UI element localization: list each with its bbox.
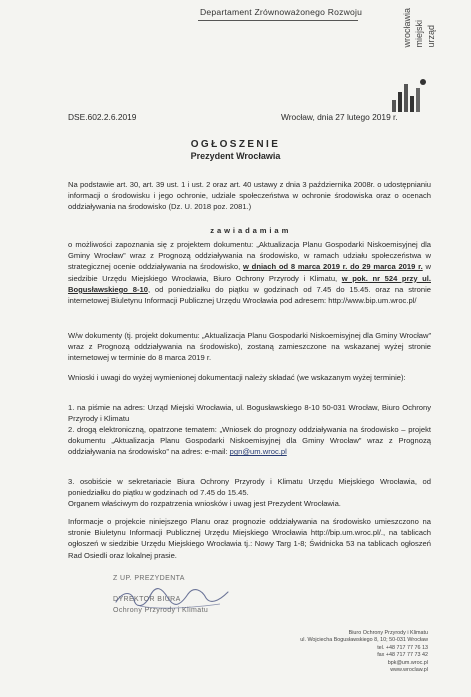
city-brand — [402, 8, 437, 48]
contact-address: ul. Wojciecha Bogusławskiego 8, 10; 50-031 Wrocław — [300, 637, 428, 644]
document-subtitle: Prezydent Wrocławia — [190, 151, 281, 161]
logo-bar-3 — [404, 84, 408, 112]
stamp-line-3: Ochrony Przyrody i Klimatu — [113, 607, 209, 614]
submission-email-link[interactable]: pgn@um.wroc.pl — [229, 447, 287, 457]
submission-item-1: 1. na piśmie na adres: Urząd Miejski Wrocławia, ul. Bogusławskiego 8-10 50-031 Wrocław, Biuro Ochrony Przyrody i Klimatu — [68, 403, 431, 424]
contact-email[interactable]: bpk@um.wroc.pl — [387, 659, 428, 666]
city-logo — [386, 74, 430, 114]
announcement-heading: z a w i a d a m i a m — [210, 226, 289, 235]
submission-item-3: 3. osobiście w sekretariacie Biura Ochrony Przyrody i Klimatu Urzędu Miejskiego Wrocławia, od poniedziałku do piątku w godzinach od 7.45 do 15.45. — [68, 477, 431, 498]
logo-bar-4 — [410, 96, 414, 112]
brand-line-3: wrocławia — [402, 8, 412, 48]
logo-bar-2 — [398, 92, 402, 112]
contact-phone: tel. +48 717 77 76 13 — [377, 644, 428, 651]
contact-office: Biuro Ochrony Przyrody i Klimatu — [348, 630, 428, 636]
legal-basis-paragraph: Na podstawie art. 30, art. 39 ust. 1 i ust. 2 oraz art. 40 ustawy z dnia 3 października 2008r. o udostępnianiu informacji o środowisku i jego ochronie, udziale społeczeństwa w ochronie środowiska oraz o ocenach oddziaływania na środowisko (Dz. U. 2018 poz. 2081.) — [68, 180, 431, 212]
consultation-text-a: o możliwości zapoznania się z projektem dokumentu: „Aktualizacja Planu Gospodarki Niskoemisyjnej dla Gminy Wrocław” wraz z Prognozą oddziaływania na środowisko, w ramach udziału społeczeństwa w strategicznej ocenie oddziaływania na środowisko, — [68, 240, 431, 272]
department-name: Departament Zrównoważonego Rozwoju — [200, 7, 363, 17]
handwritten-signature — [110, 580, 240, 616]
stamp-line-1: Z UP. PREZYDENTA — [113, 575, 185, 582]
document-date: Wrocław, dnia 27 lutego 2019 r. — [281, 112, 398, 122]
brand-line-1: urząd — [426, 25, 436, 48]
header-rule — [198, 20, 358, 21]
office-contact-block — [264, 630, 428, 674]
documents-paragraph: W/w dokumenty (tj. projekt dokumentu: „Aktualizacja Planu Gospodarki Niskoemisyjnej dla Gminy Wrocław” wraz z Prognozą oddziaływania na środowisko), zostaną zamieszczone na wskazanej wyżej stronie internetowej w terminie do 8 marca 2019 r. — [68, 331, 431, 363]
contact-fax: fax +48 717 77 73 42 — [377, 652, 428, 659]
consultation-text-b: w siedzibie Urzędu Miejskiego Wrocławia, Biuro Ochrony Przyrody i Klimatu, — [68, 262, 431, 283]
submission-item-2 — [68, 424, 431, 458]
consultation-paragraph — [68, 239, 431, 306]
consultation-room: w pok. nr 524 przy ul. Bogusławskiego 8-10 — [68, 273, 431, 294]
logo-dot — [420, 79, 426, 85]
logo-bar-1 — [392, 100, 396, 112]
contact-website[interactable]: www.wroclaw.pl — [390, 667, 428, 674]
stamp-line-2: DYREKTOR BIURA — [113, 596, 181, 603]
submission-intro: Wnioski i uwagi do wyżej wymienionej dokumentacji należy składać (we wskazanym wyżej terminie): — [68, 373, 406, 382]
brand-line-2: miejski — [414, 20, 424, 48]
consultation-dates: w dniach od 8 marca 2019 r. do 29 marca 2019 r. — [243, 262, 423, 272]
submission-item-2-text: 2. drogą elektroniczną, opatrzone tematem: „Wniosek do prognozy oddziaływania na środowisko – projekt dokumentu „Aktualizacja Planu Gospodarki Niskoemisyjnej dla Gminy Wrocław” wraz z Prognozą oddziaływania na środowisko” na adres: e-mail: — [68, 425, 431, 457]
logo-bar-5 — [416, 88, 420, 112]
competent-authority-note: Organem właściwym do rozpatrzenia wniosków i uwag jest Prezydent Wrocławia. — [68, 499, 341, 508]
consultation-text-c: , od poniedziałku do piątku w godzinach od 7.45 do 15.45. oraz na stronie internetowej Biuletynu Informacji Publicznej Urzędu Wrocławia pod adresem: http://www.bip.um.wroc.pl/ — [68, 284, 431, 306]
publication-paragraph: Informacje o projekcie niniejszego Planu oraz prognozie oddziaływania na środowisko umieszczono na stronie Biuletynu Informacji Publicznej Urzędu Miejskiego Wrocławia http://bip.um.wroc.pl/., na tablicach ogłoszeń w siedzibie Urzędu Miejskiego Wrocławia tj.: Nowy Targ 1-8; Świdnicka 53 na tablicach ogłoszeń Rad Osiedli oraz lokalnej prasie. — [68, 517, 431, 560]
document-reference: DSE.602.2.6.2019 — [68, 112, 137, 122]
document-title: OGŁOSZENIE — [190, 139, 281, 150]
